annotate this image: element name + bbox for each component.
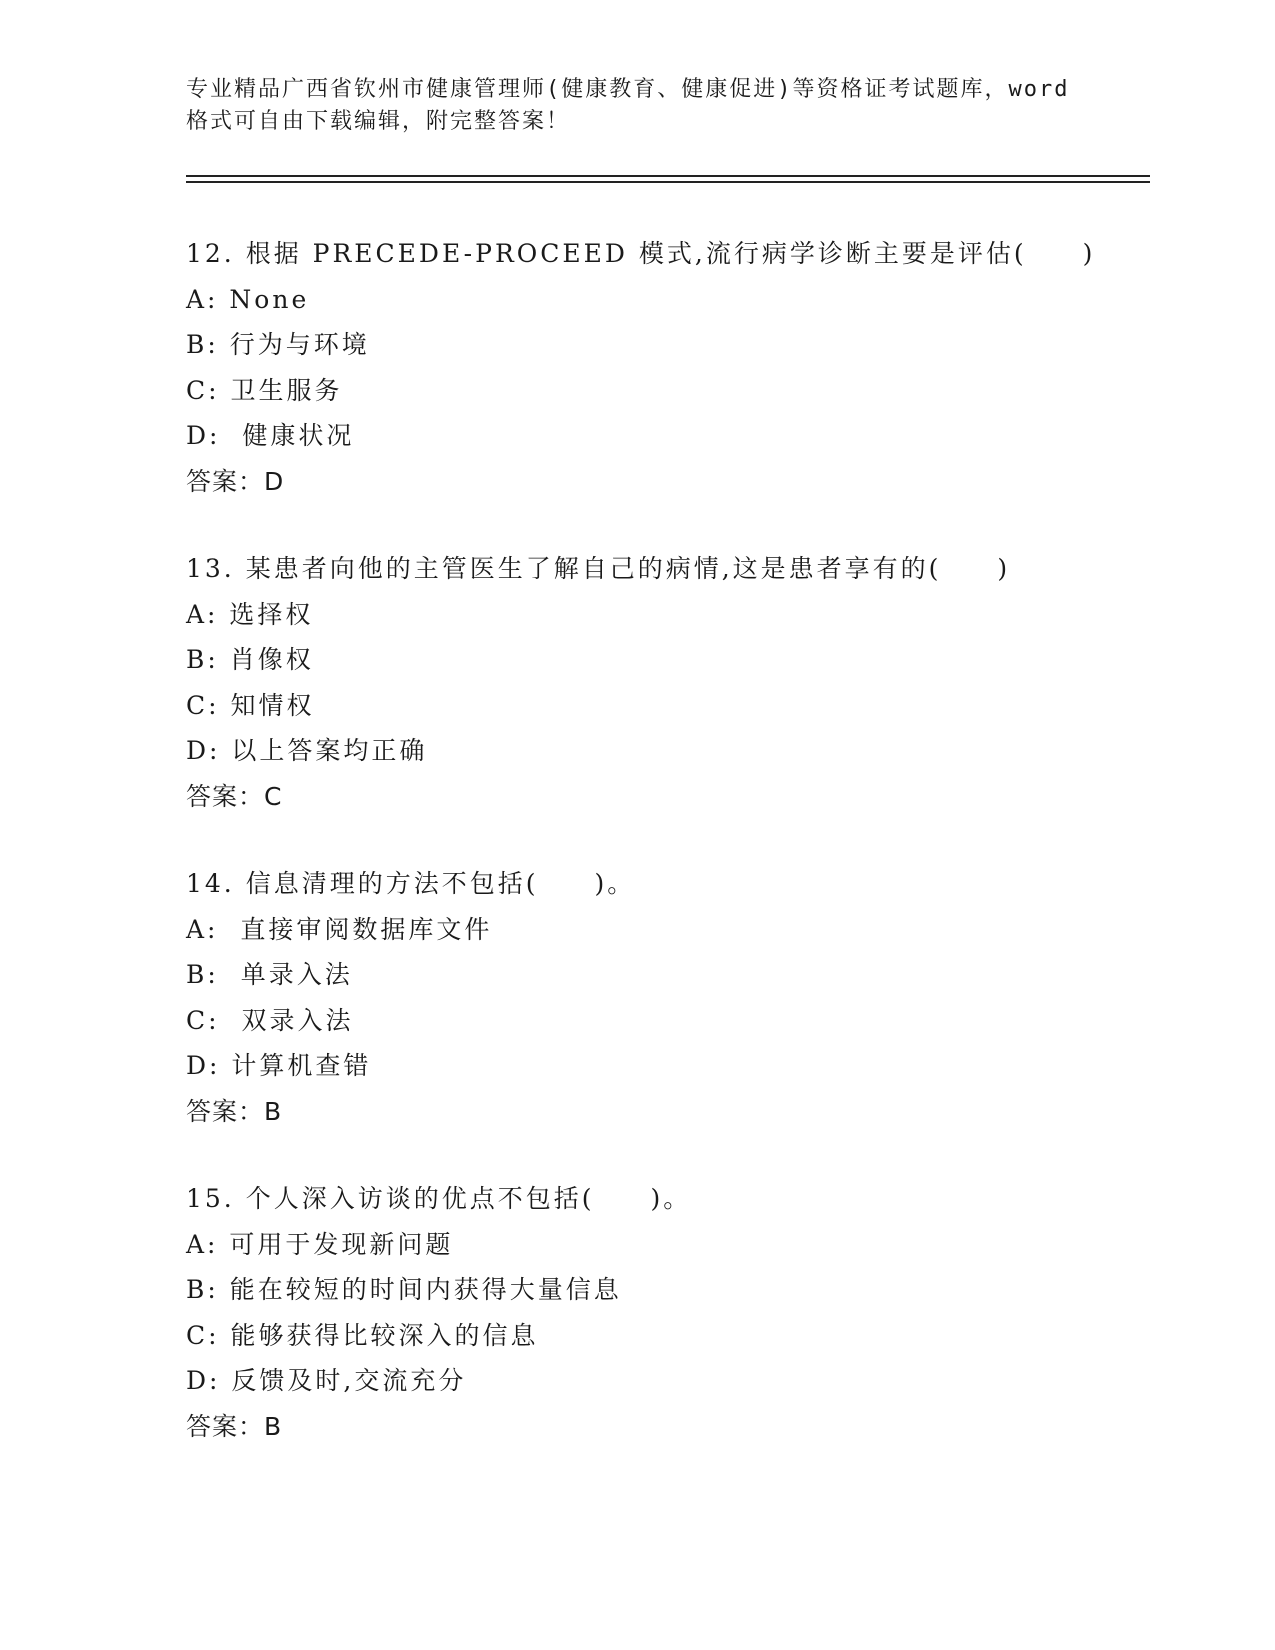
- option-c: C: 卫生服务: [186, 375, 343, 405]
- document-header: [186, 74, 1086, 138]
- question-13: [186, 546, 1146, 819]
- header-divider-bottom: [186, 181, 1150, 183]
- header-divider-top: [186, 175, 1150, 177]
- question-title: 15. 个人深入访谈的优点不包括( )。: [186, 1184, 692, 1213]
- question-title: 12. 根据 PRECEDE-PROCEED 模式,流行病学诊断主要是评估( ): [186, 239, 1096, 268]
- option-b: B: 单录入法: [186, 960, 353, 989]
- option-a: A: 可用于发现新问题: [186, 1229, 454, 1259]
- question-14: [186, 861, 1146, 1134]
- option-d: D: 健康状况: [186, 421, 355, 450]
- option-c: C: 双录入法: [186, 1005, 354, 1035]
- option-b: B: 能在较短的时间内获得大量信息: [186, 1275, 622, 1304]
- option-d: D: 以上答案均正确: [186, 736, 428, 765]
- option-d: D: 计算机查错: [186, 1051, 372, 1080]
- answer: 答案：D: [186, 466, 285, 496]
- header-line-1: 专业精品广西省钦州市健康管理师(健康教育、健康促进)等资格证考试题库，word: [186, 77, 1070, 102]
- question-15: [186, 1176, 1146, 1449]
- option-a: A: None: [186, 284, 310, 314]
- option-a: A: 选择权: [186, 599, 314, 629]
- answer: 答案：B: [186, 1411, 283, 1441]
- answer: 答案：C: [186, 781, 283, 811]
- option-a: A: 直接审阅数据库文件: [186, 914, 493, 944]
- answer: 答案：B: [186, 1096, 283, 1126]
- header-line-2: 格式可自由下载编辑，附完整答案！: [186, 109, 571, 134]
- option-b: B: 行为与环境: [186, 330, 370, 359]
- question-title: 13. 某患者向他的主管医生了解自己的病情,这是患者享有的( ): [186, 554, 1011, 583]
- option-b: B: 肖像权: [186, 645, 314, 674]
- question-12: [186, 231, 1146, 504]
- question-title: 14. 信息清理的方法不包括( )。: [186, 869, 636, 898]
- option-c: C: 能够获得比较深入的信息: [186, 1320, 539, 1350]
- option-c: C: 知情权: [186, 690, 315, 720]
- option-d: D: 反馈及时,交流充分: [186, 1366, 467, 1395]
